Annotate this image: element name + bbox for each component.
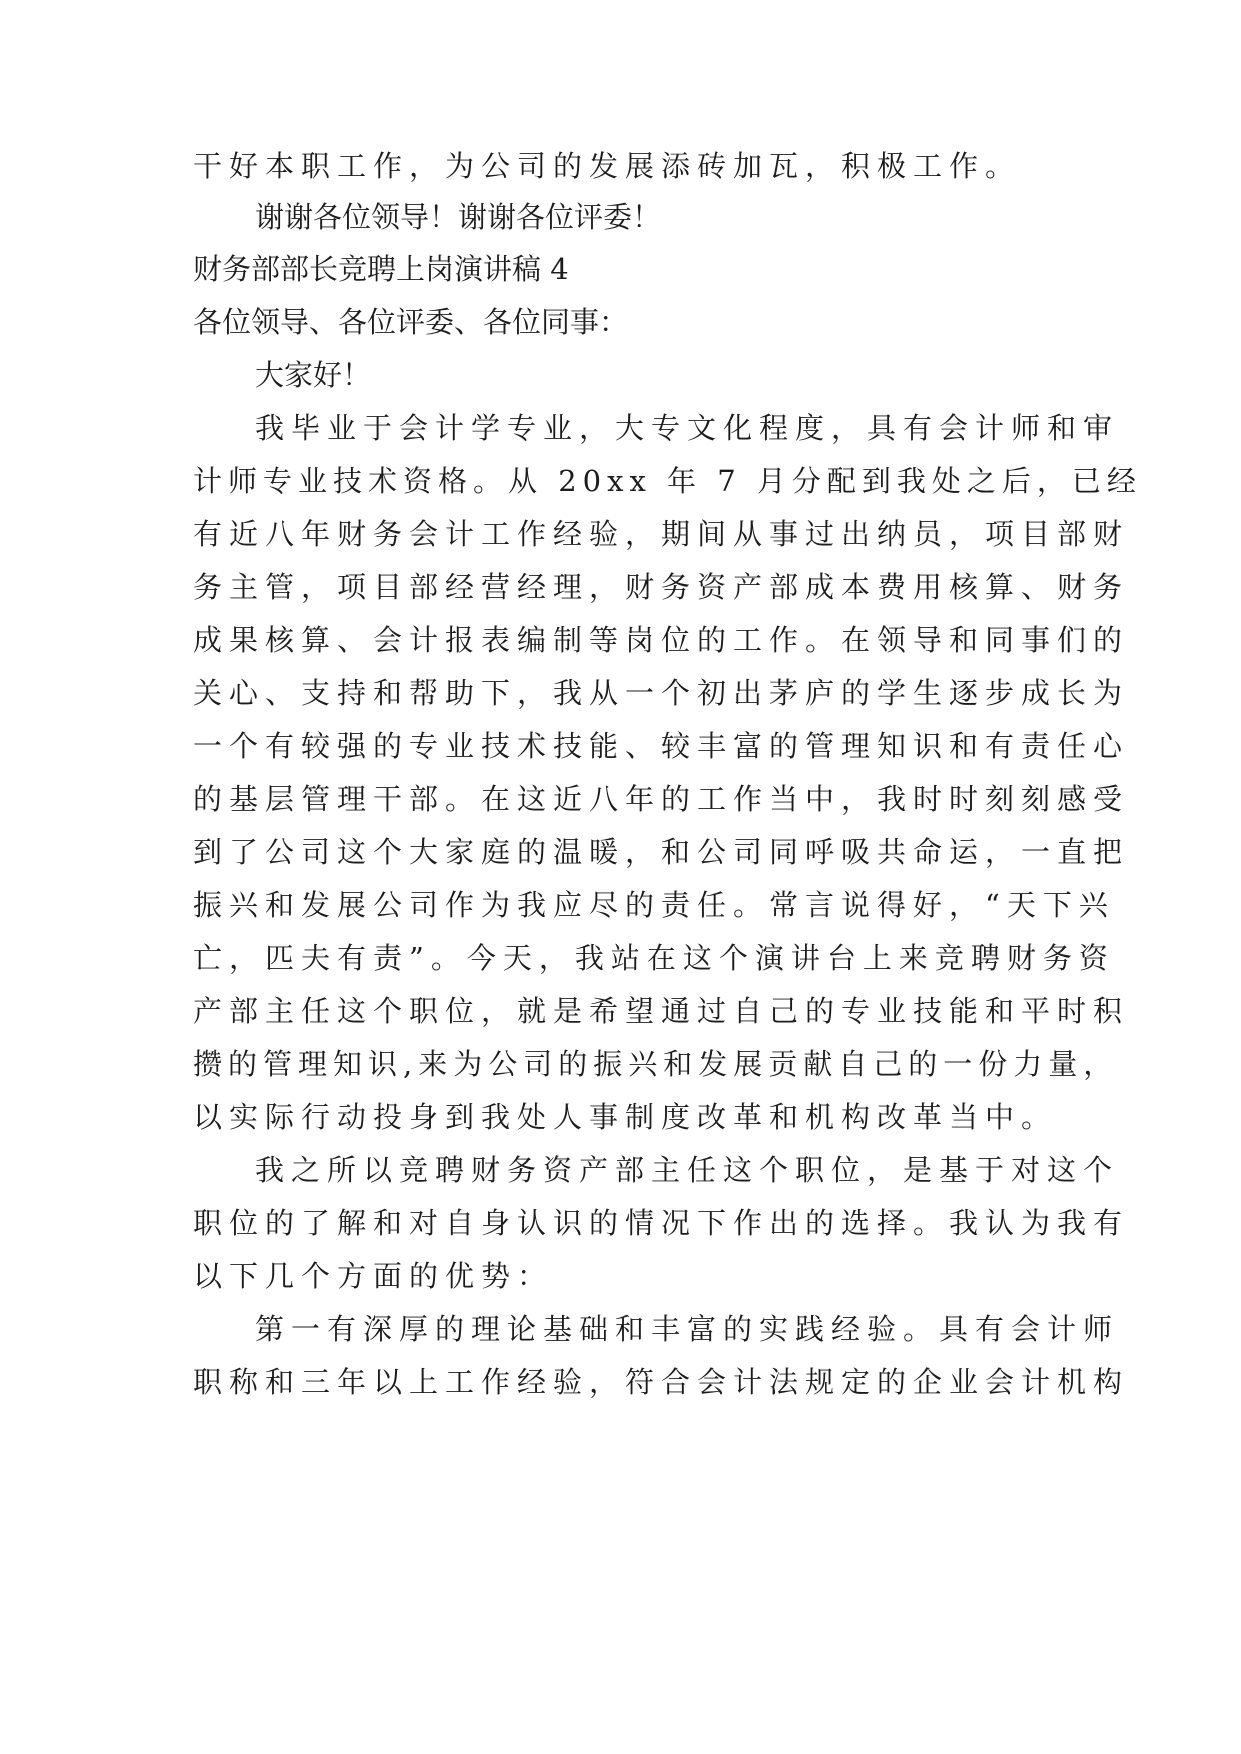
- paragraph-line: 第一有深厚的理论基础和丰富的实践经验。具有会计师: [255, 1312, 1120, 1346]
- paragraph-line: 亡，匹夫有责”。今天，我站在这个演讲台上来竞聘财务资: [193, 941, 1115, 975]
- thanks-line: 谢谢各位领导！谢谢各位评委！: [255, 200, 662, 234]
- paragraph-line: 务主管，项目部经营经理，财务资产部成本费用核算、财务: [193, 570, 1130, 604]
- paragraph-line: 以下几个方面的优势：: [193, 1259, 554, 1293]
- paragraph-line: 到了公司这个大家庭的温暖，和公司同呼吸共命运，一直把: [193, 835, 1130, 869]
- paragraph-line: 攒的管理知识,来为公司的振兴和发展贡献自己的一份力量，: [193, 1047, 1119, 1081]
- paragraph-line: 一个有较强的专业技术技能、较丰富的管理知识和有责任心: [193, 729, 1130, 763]
- paragraph-line: 成果核算、会计报表编制等岗位的工作。在领导和同事们的: [193, 623, 1130, 657]
- paragraph-line: 关心、支持和帮助下，我从一个初出茅庐的学生逐步成长为: [193, 676, 1130, 710]
- paragraph-line: 振兴和发展公司作为我应尽的责任。常言说得好，“天下兴: [193, 888, 1115, 922]
- paragraph-line: 职称和三年以上工作经验，符合会计法规定的企业会计机构: [193, 1365, 1130, 1399]
- paragraph-line: 产部主任这个职位，就是希望通过自己的专业技能和平时积: [193, 994, 1130, 1028]
- section-title: 财务部部长竞聘上岗演讲稿 4: [193, 252, 569, 286]
- salutation-line: 各位领导、各位评委、各位同事：: [193, 305, 629, 339]
- paragraph-line: 我之所以竞聘财务资产部主任这个职位，是基于对这个: [255, 1153, 1120, 1187]
- paragraph-line: 有近八年财务会计工作经验，期间从事过出纳员，项目部财: [193, 517, 1130, 551]
- paragraph-line: 计师专业技术资格。从 20xx 年 7 月分配到我处之后，已经: [193, 464, 1142, 498]
- paragraph-line: 我毕业于会计学专业，大专文化程度，具有会计师和审: [255, 411, 1120, 445]
- paragraph-line: 的基层管理干部。在这近八年的工作当中，我时时刻刻感受: [193, 782, 1130, 816]
- paragraph-line: 以实际行动投身到我处人事制度改革和机构改革当中。: [193, 1100, 1058, 1134]
- greeting-line: 大家好！: [255, 358, 372, 392]
- paragraph-line: 职位的了解和对自身认识的情况下作出的选择。我认为我有: [193, 1206, 1130, 1240]
- paragraph-line: 干好本职工作，为公司的发展添砖加瓦，积极工作。: [193, 149, 1022, 183]
